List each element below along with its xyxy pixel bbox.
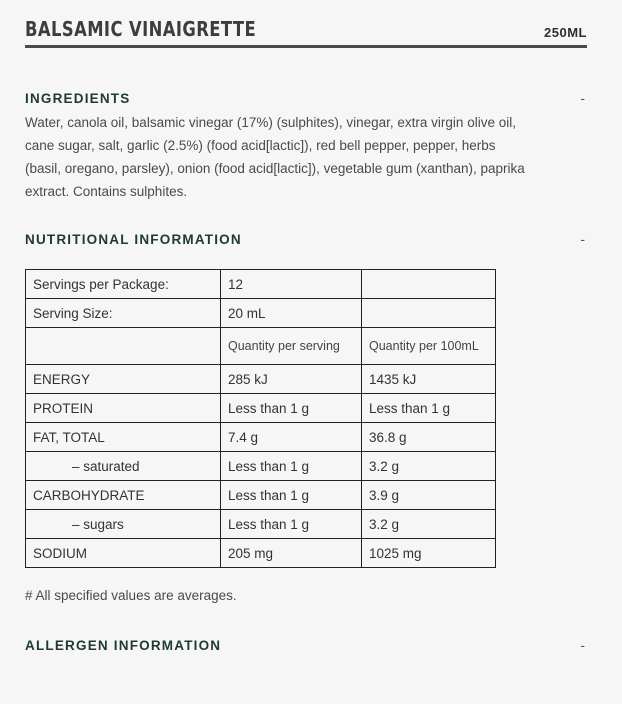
nutrient-name: PROTEIN (26, 394, 221, 423)
nutrient-per-100ml: 3.9 g (362, 481, 496, 510)
column-header-per-100ml: Quantity per 100mL (362, 328, 496, 365)
nutrient-per-serving: Less than 1 g (221, 481, 362, 510)
nutrient-per-100ml: Less than 1 g (362, 394, 496, 423)
nutrient-per-100ml: 3.2 g (362, 452, 496, 481)
serving-size-label: Serving Size: (26, 299, 221, 328)
product-header (25, 15, 587, 48)
table-row (26, 510, 496, 539)
empty-cell (362, 299, 496, 328)
nutrient-name: CARBOHYDRATE (26, 481, 221, 510)
nutrition-collapse-toggle[interactable]: - (580, 231, 585, 247)
empty-cell (26, 328, 221, 365)
nutrient-per-serving: Less than 1 g (221, 394, 362, 423)
table-row (26, 452, 496, 481)
nutrient-per-100ml: 3.2 g (362, 510, 496, 539)
nutrient-name: – saturated (26, 452, 221, 481)
nutrient-per-serving: 285 kJ (221, 365, 362, 394)
nutrient-name: ENERGY (26, 365, 221, 394)
nutrition-section-header[interactable] (25, 232, 587, 250)
nutrition-table (25, 269, 496, 568)
nutrition-heading: NUTRITIONAL INFORMATION (25, 232, 242, 247)
nutrient-name: FAT, TOTAL (26, 423, 221, 452)
table-row (26, 481, 496, 510)
empty-cell (362, 270, 496, 299)
table-row (26, 365, 496, 394)
allergen-expand-toggle[interactable]: - (580, 637, 585, 653)
nutrient-per-100ml: 1025 mg (362, 539, 496, 568)
allergen-heading: ALLERGEN INFORMATION (25, 638, 222, 653)
nutrient-name: – sugars (26, 510, 221, 539)
serving-size-value: 20 mL (221, 299, 362, 328)
servings-value: 12 (221, 270, 362, 299)
nutrient-per-100ml: 36.8 g (362, 423, 496, 452)
table-row (26, 394, 496, 423)
nutrient-per-serving: 205 mg (221, 539, 362, 568)
table-header-row (26, 328, 496, 365)
nutrient-per-100ml: 1435 kJ (362, 365, 496, 394)
table-row (26, 539, 496, 568)
nutrient-per-serving: Less than 1 g (221, 510, 362, 539)
column-header-per-serving: Quantity per serving (221, 328, 362, 365)
nutrient-per-serving: Less than 1 g (221, 452, 362, 481)
ingredients-text: Water, canola oil, balsamic vinegar (17%) (sulphites), vinegar, extra virgin olive oil, cane sugar, salt, garlic (2.5%) (food acid[lactic]), red bell pepper, pepper, herbs (basil, oregano, parsley), onion (food acid[lactic]), vegetable gum (xanthan), paprika extract. Contains sulphites. (25, 115, 525, 199)
product-title: BALSAMIC VINAIGRETTE (25, 17, 257, 41)
nutrient-name: SODIUM (26, 539, 221, 568)
ingredients-section-header[interactable] (25, 91, 587, 109)
nutrient-per-serving: 7.4 g (221, 423, 362, 452)
ingredients-heading: INGREDIENTS (25, 91, 131, 106)
allergen-section-header[interactable] (25, 638, 587, 656)
table-row (26, 299, 496, 328)
ingredients-collapse-toggle[interactable]: - (580, 90, 585, 106)
product-size: 250ML (544, 25, 587, 40)
table-row (26, 423, 496, 452)
servings-label: Servings per Package: (26, 270, 221, 299)
table-row (26, 270, 496, 299)
nutrition-footnote: # All specified values are averages. (25, 588, 237, 603)
